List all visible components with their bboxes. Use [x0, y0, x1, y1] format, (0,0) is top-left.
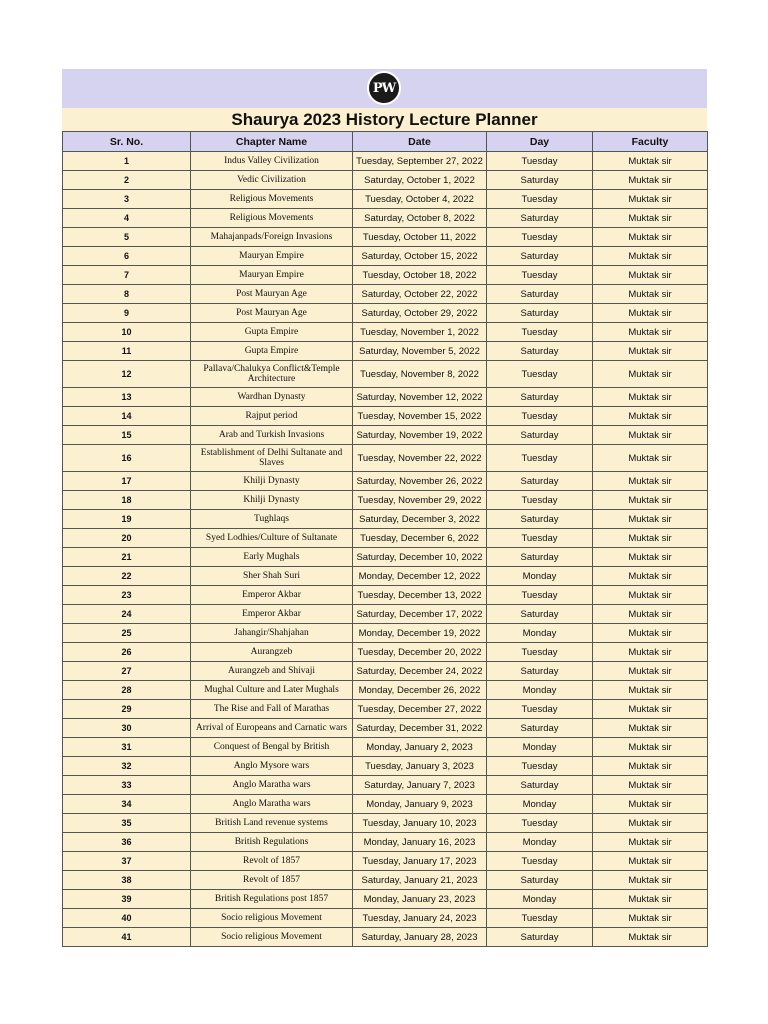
day-cell: Saturday	[487, 776, 593, 795]
date-cell: Monday, December 19, 2022	[353, 624, 487, 643]
date-cell: Saturday, November 19, 2022	[353, 426, 487, 445]
date-cell: Tuesday, October 18, 2022	[353, 266, 487, 285]
table-row	[63, 852, 708, 871]
chapter-name-cell: Religious Movements	[191, 209, 353, 228]
table-row	[63, 209, 708, 228]
faculty-cell: Muktak sir	[593, 285, 708, 304]
table-row	[63, 890, 708, 909]
faculty-cell: Muktak sir	[593, 228, 708, 247]
chapter-name-cell: Khilji Dynasty	[191, 491, 353, 510]
date-cell: Saturday, November 5, 2022	[353, 342, 487, 361]
date-cell: Tuesday, October 4, 2022	[353, 190, 487, 209]
day-cell: Monday	[487, 738, 593, 757]
day-cell: Tuesday	[487, 323, 593, 342]
faculty-cell: Muktak sir	[593, 342, 708, 361]
lecture-table	[62, 131, 708, 947]
faculty-cell: Muktak sir	[593, 472, 708, 491]
chapter-name-cell: Wardhan Dynasty	[191, 388, 353, 407]
faculty-cell: Muktak sir	[593, 795, 708, 814]
faculty-cell: Muktak sir	[593, 738, 708, 757]
chapter-name-cell: Syed Lodhies/Culture of Sultanate	[191, 529, 353, 548]
chapter-name-cell: Arrival of Europeans and Carnatic wars	[191, 719, 353, 738]
header-faculty: Faculty	[593, 132, 708, 152]
sr-no-cell: 31	[63, 738, 191, 757]
faculty-cell: Muktak sir	[593, 909, 708, 928]
day-cell: Tuesday	[487, 491, 593, 510]
date-cell: Tuesday, December 20, 2022	[353, 643, 487, 662]
faculty-cell: Muktak sir	[593, 681, 708, 700]
table-row	[63, 833, 708, 852]
table-row	[63, 445, 708, 472]
faculty-cell: Muktak sir	[593, 510, 708, 529]
faculty-cell: Muktak sir	[593, 567, 708, 586]
chapter-name-cell: Anglo Maratha wars	[191, 795, 353, 814]
sr-no-cell: 30	[63, 719, 191, 738]
date-cell: Tuesday, December 27, 2022	[353, 700, 487, 719]
date-cell: Monday, December 12, 2022	[353, 567, 487, 586]
chapter-name-cell: Mughal Culture and Later Mughals	[191, 681, 353, 700]
faculty-cell: Muktak sir	[593, 266, 708, 285]
chapter-name-cell: Aurangzeb	[191, 643, 353, 662]
pw-logo: PW	[367, 71, 401, 105]
header-sr-no: Sr. No.	[63, 132, 191, 152]
sr-no-cell: 17	[63, 472, 191, 491]
table-row	[63, 152, 708, 171]
sr-no-cell: 4	[63, 209, 191, 228]
chapter-name-cell: Gupta Empire	[191, 342, 353, 361]
chapter-name-cell: Pallava/Chalukya Conflict&Temple Architecture	[191, 361, 353, 388]
day-cell: Monday	[487, 890, 593, 909]
date-cell: Saturday, October 22, 2022	[353, 285, 487, 304]
sr-no-cell: 11	[63, 342, 191, 361]
table-row	[63, 323, 708, 342]
faculty-cell: Muktak sir	[593, 190, 708, 209]
chapter-name-cell: Conquest of Bengal by British	[191, 738, 353, 757]
table-row	[63, 605, 708, 624]
date-cell: Saturday, October 15, 2022	[353, 247, 487, 266]
date-cell: Monday, December 26, 2022	[353, 681, 487, 700]
faculty-cell: Muktak sir	[593, 491, 708, 510]
chapter-name-cell: Revolt of 1857	[191, 871, 353, 890]
chapter-name-cell: Early Mughals	[191, 548, 353, 567]
faculty-cell: Muktak sir	[593, 776, 708, 795]
date-cell: Tuesday, November 15, 2022	[353, 407, 487, 426]
faculty-cell: Muktak sir	[593, 304, 708, 323]
table-row	[63, 548, 708, 567]
sr-no-cell: 41	[63, 928, 191, 947]
day-cell: Saturday	[487, 426, 593, 445]
faculty-cell: Muktak sir	[593, 247, 708, 266]
day-cell: Monday	[487, 795, 593, 814]
faculty-cell: Muktak sir	[593, 928, 708, 947]
sr-no-cell: 6	[63, 247, 191, 266]
day-cell: Tuesday	[487, 814, 593, 833]
day-cell: Saturday	[487, 388, 593, 407]
day-cell: Tuesday	[487, 445, 593, 472]
chapter-name-cell: Arab and Turkish Invasions	[191, 426, 353, 445]
faculty-cell: Muktak sir	[593, 833, 708, 852]
table-row	[63, 285, 708, 304]
table-row	[63, 426, 708, 445]
chapter-name-cell: Socio religious Movement	[191, 909, 353, 928]
chapter-name-cell: Sher Shah Suri	[191, 567, 353, 586]
faculty-cell: Muktak sir	[593, 852, 708, 871]
faculty-cell: Muktak sir	[593, 871, 708, 890]
date-cell: Saturday, October 29, 2022	[353, 304, 487, 323]
faculty-cell: Muktak sir	[593, 361, 708, 388]
faculty-cell: Muktak sir	[593, 700, 708, 719]
day-cell: Saturday	[487, 719, 593, 738]
date-cell: Monday, January 16, 2023	[353, 833, 487, 852]
day-cell: Saturday	[487, 605, 593, 624]
chapter-name-cell: Vedic Civilization	[191, 171, 353, 190]
date-cell: Saturday, October 8, 2022	[353, 209, 487, 228]
date-cell: Tuesday, January 24, 2023	[353, 909, 487, 928]
chapter-name-cell: Religious Movements	[191, 190, 353, 209]
date-cell: Saturday, November 12, 2022	[353, 388, 487, 407]
table-row	[63, 928, 708, 947]
date-cell: Saturday, January 21, 2023	[353, 871, 487, 890]
chapter-name-cell: The Rise and Fall of Marathas	[191, 700, 353, 719]
faculty-cell: Muktak sir	[593, 171, 708, 190]
sr-no-cell: 24	[63, 605, 191, 624]
header-banner	[62, 69, 707, 108]
table-row	[63, 871, 708, 890]
chapter-name-cell: Gupta Empire	[191, 323, 353, 342]
faculty-cell: Muktak sir	[593, 662, 708, 681]
date-cell: Saturday, October 1, 2022	[353, 171, 487, 190]
sr-no-cell: 32	[63, 757, 191, 776]
sr-no-cell: 15	[63, 426, 191, 445]
chapter-name-cell: Mahajanpads/Foreign Invasions	[191, 228, 353, 247]
sr-no-cell: 14	[63, 407, 191, 426]
sr-no-cell: 10	[63, 323, 191, 342]
date-cell: Saturday, December 10, 2022	[353, 548, 487, 567]
day-cell: Monday	[487, 833, 593, 852]
faculty-cell: Muktak sir	[593, 388, 708, 407]
chapter-name-cell: Establishment of Delhi Sultanate and Slaves	[191, 445, 353, 472]
sr-no-cell: 13	[63, 388, 191, 407]
table-row	[63, 795, 708, 814]
date-cell: Tuesday, November 1, 2022	[353, 323, 487, 342]
table-row	[63, 388, 708, 407]
date-cell: Tuesday, January 17, 2023	[353, 852, 487, 871]
table-row	[63, 491, 708, 510]
day-cell: Saturday	[487, 662, 593, 681]
chapter-name-cell: Revolt of 1857	[191, 852, 353, 871]
table-row	[63, 228, 708, 247]
table-row	[63, 529, 708, 548]
faculty-cell: Muktak sir	[593, 719, 708, 738]
table-row	[63, 757, 708, 776]
table-row	[63, 171, 708, 190]
day-cell: Saturday	[487, 472, 593, 491]
chapter-name-cell: Khilji Dynasty	[191, 472, 353, 491]
day-cell: Monday	[487, 624, 593, 643]
day-cell: Saturday	[487, 342, 593, 361]
sr-no-cell: 25	[63, 624, 191, 643]
sr-no-cell: 33	[63, 776, 191, 795]
sr-no-cell: 23	[63, 586, 191, 605]
day-cell: Tuesday	[487, 228, 593, 247]
date-cell: Saturday, November 26, 2022	[353, 472, 487, 491]
table-row	[63, 586, 708, 605]
sr-no-cell: 27	[63, 662, 191, 681]
faculty-cell: Muktak sir	[593, 548, 708, 567]
day-cell: Tuesday	[487, 909, 593, 928]
chapter-name-cell: Rajput period	[191, 407, 353, 426]
date-cell: Tuesday, October 11, 2022	[353, 228, 487, 247]
faculty-cell: Muktak sir	[593, 529, 708, 548]
planner-sheet	[62, 69, 707, 947]
date-cell: Tuesday, November 8, 2022	[353, 361, 487, 388]
table-row	[63, 681, 708, 700]
header-date: Date	[353, 132, 487, 152]
sr-no-cell: 2	[63, 171, 191, 190]
date-cell: Tuesday, January 10, 2023	[353, 814, 487, 833]
day-cell: Tuesday	[487, 852, 593, 871]
day-cell: Tuesday	[487, 757, 593, 776]
date-cell: Monday, January 23, 2023	[353, 890, 487, 909]
day-cell: Tuesday	[487, 152, 593, 171]
chapter-name-cell: Emperor Akbar	[191, 605, 353, 624]
sr-no-cell: 39	[63, 890, 191, 909]
sr-no-cell: 9	[63, 304, 191, 323]
table-row	[63, 361, 708, 388]
header-chapter-name: Chapter Name	[191, 132, 353, 152]
day-cell: Tuesday	[487, 643, 593, 662]
date-cell: Tuesday, September 27, 2022	[353, 152, 487, 171]
day-cell: Saturday	[487, 510, 593, 529]
faculty-cell: Muktak sir	[593, 426, 708, 445]
table-row	[63, 407, 708, 426]
chapter-name-cell: British Regulations	[191, 833, 353, 852]
day-cell: Monday	[487, 567, 593, 586]
sr-no-cell: 8	[63, 285, 191, 304]
sr-no-cell: 7	[63, 266, 191, 285]
sr-no-cell: 19	[63, 510, 191, 529]
date-cell: Tuesday, November 22, 2022	[353, 445, 487, 472]
faculty-cell: Muktak sir	[593, 152, 708, 171]
date-cell: Tuesday, December 13, 2022	[353, 586, 487, 605]
sr-no-cell: 36	[63, 833, 191, 852]
table-row	[63, 662, 708, 681]
sr-no-cell: 22	[63, 567, 191, 586]
day-cell: Saturday	[487, 928, 593, 947]
date-cell: Monday, January 9, 2023	[353, 795, 487, 814]
table-row	[63, 814, 708, 833]
table-row	[63, 266, 708, 285]
sr-no-cell: 5	[63, 228, 191, 247]
day-cell: Saturday	[487, 171, 593, 190]
day-cell: Monday	[487, 681, 593, 700]
faculty-cell: Muktak sir	[593, 605, 708, 624]
faculty-cell: Muktak sir	[593, 209, 708, 228]
sr-no-cell: 29	[63, 700, 191, 719]
sr-no-cell: 26	[63, 643, 191, 662]
chapter-name-cell: Indus Valley Civilization	[191, 152, 353, 171]
faculty-cell: Muktak sir	[593, 586, 708, 605]
table-body	[63, 152, 708, 947]
chapter-name-cell: British Land revenue systems	[191, 814, 353, 833]
table-row	[63, 304, 708, 323]
table-header-row	[63, 132, 708, 152]
table-row	[63, 342, 708, 361]
faculty-cell: Muktak sir	[593, 643, 708, 662]
table-row	[63, 190, 708, 209]
chapter-name-cell: Post Mauryan Age	[191, 304, 353, 323]
day-cell: Tuesday	[487, 407, 593, 426]
day-cell: Tuesday	[487, 190, 593, 209]
sr-no-cell: 16	[63, 445, 191, 472]
day-cell: Saturday	[487, 871, 593, 890]
faculty-cell: Muktak sir	[593, 624, 708, 643]
table-row	[63, 472, 708, 491]
date-cell: Saturday, January 7, 2023	[353, 776, 487, 795]
sr-no-cell: 1	[63, 152, 191, 171]
date-cell: Saturday, December 17, 2022	[353, 605, 487, 624]
day-cell: Tuesday	[487, 361, 593, 388]
table-row	[63, 624, 708, 643]
table-row	[63, 909, 708, 928]
table-row	[63, 700, 708, 719]
table-row	[63, 247, 708, 266]
chapter-name-cell: Anglo Maratha wars	[191, 776, 353, 795]
faculty-cell: Muktak sir	[593, 445, 708, 472]
chapter-name-cell: Emperor Akbar	[191, 586, 353, 605]
chapter-name-cell: Jahangir/Shahjahan	[191, 624, 353, 643]
faculty-cell: Muktak sir	[593, 814, 708, 833]
table-row	[63, 738, 708, 757]
sr-no-cell: 20	[63, 529, 191, 548]
date-cell: Saturday, December 3, 2022	[353, 510, 487, 529]
date-cell: Tuesday, December 6, 2022	[353, 529, 487, 548]
day-cell: Tuesday	[487, 266, 593, 285]
table-row	[63, 567, 708, 586]
chapter-name-cell: Mauryan Empire	[191, 266, 353, 285]
date-cell: Monday, January 2, 2023	[353, 738, 487, 757]
day-cell: Tuesday	[487, 529, 593, 548]
chapter-name-cell: Aurangzeb and Shivaji	[191, 662, 353, 681]
chapter-name-cell: Mauryan Empire	[191, 247, 353, 266]
chapter-name-cell: Tughlaqs	[191, 510, 353, 529]
table-row	[63, 719, 708, 738]
date-cell: Tuesday, January 3, 2023	[353, 757, 487, 776]
sr-no-cell: 12	[63, 361, 191, 388]
sr-no-cell: 28	[63, 681, 191, 700]
sr-no-cell: 21	[63, 548, 191, 567]
table-row	[63, 643, 708, 662]
chapter-name-cell: Post Mauryan Age	[191, 285, 353, 304]
sr-no-cell: 38	[63, 871, 191, 890]
table-row	[63, 510, 708, 529]
day-cell: Tuesday	[487, 586, 593, 605]
chapter-name-cell: Anglo Mysore wars	[191, 757, 353, 776]
chapter-name-cell: British Regulations post 1857	[191, 890, 353, 909]
day-cell: Saturday	[487, 209, 593, 228]
faculty-cell: Muktak sir	[593, 757, 708, 776]
page-title: Shaurya 2023 History Lecture Planner	[62, 108, 707, 131]
day-cell: Saturday	[487, 548, 593, 567]
date-cell: Saturday, January 28, 2023	[353, 928, 487, 947]
sr-no-cell: 3	[63, 190, 191, 209]
date-cell: Tuesday, November 29, 2022	[353, 491, 487, 510]
header-day: Day	[487, 132, 593, 152]
day-cell: Saturday	[487, 304, 593, 323]
chapter-name-cell: Socio religious Movement	[191, 928, 353, 947]
day-cell: Saturday	[487, 285, 593, 304]
faculty-cell: Muktak sir	[593, 323, 708, 342]
date-cell: Saturday, December 24, 2022	[353, 662, 487, 681]
sr-no-cell: 34	[63, 795, 191, 814]
day-cell: Tuesday	[487, 700, 593, 719]
sr-no-cell: 18	[63, 491, 191, 510]
sr-no-cell: 37	[63, 852, 191, 871]
faculty-cell: Muktak sir	[593, 890, 708, 909]
faculty-cell: Muktak sir	[593, 407, 708, 426]
sr-no-cell: 40	[63, 909, 191, 928]
sr-no-cell: 35	[63, 814, 191, 833]
day-cell: Saturday	[487, 247, 593, 266]
table-row	[63, 776, 708, 795]
date-cell: Saturday, December 31, 2022	[353, 719, 487, 738]
